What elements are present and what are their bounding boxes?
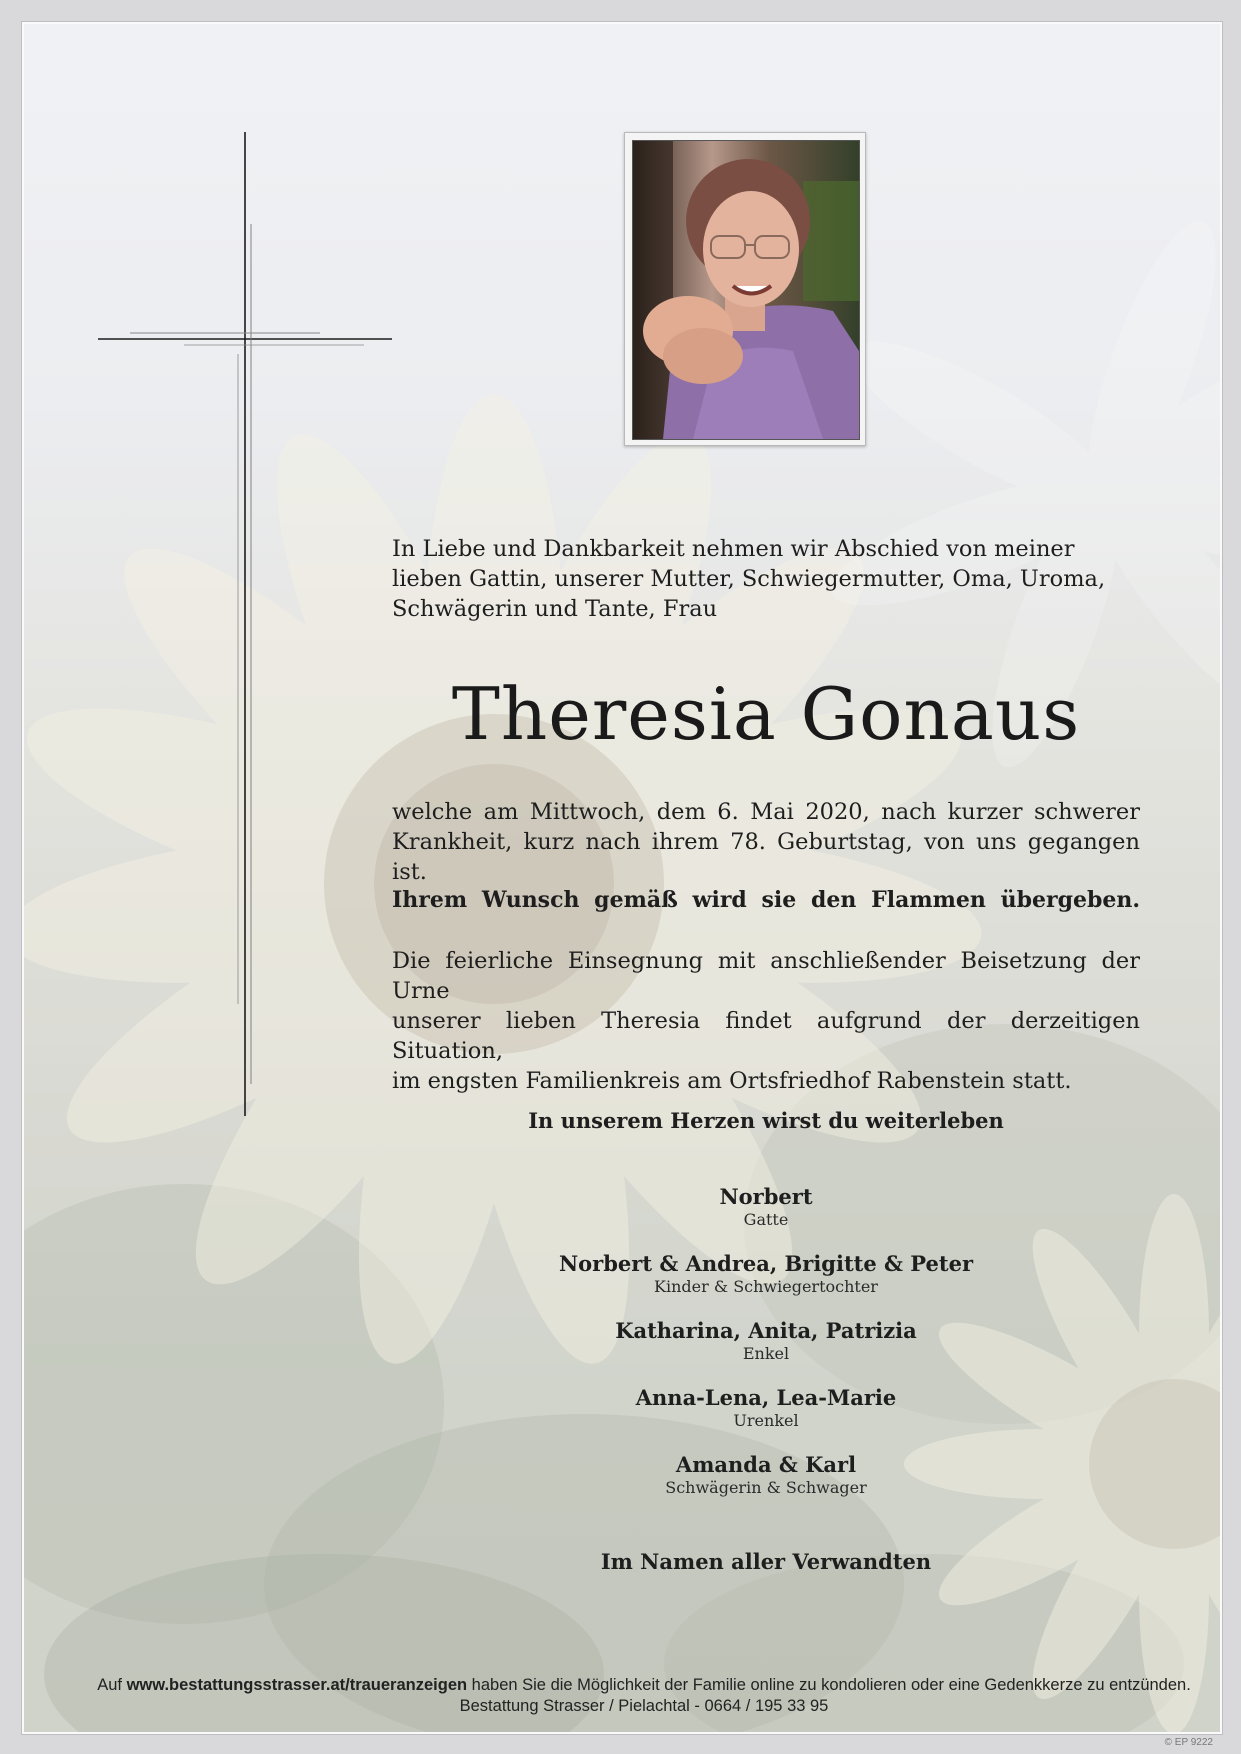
deceased-name: Theresia Gonaus: [451, 672, 1081, 756]
intro-text: In Liebe und Dankbarkeit nehmen wir Abschied von meiner lieben Gattin, unserer Mutter, Schwiegermutter, Oma, Uroma, Schwägerin und Tante, Frau: [392, 536, 1106, 622]
condolence-link[interactable]: www.bestattungsstrasser.at/traueranzeigen: [126, 1676, 468, 1694]
funeral-details-line: Die feierliche Einsegnung mit anschließender Beisetzung der Urne: [392, 948, 1140, 1004]
mourner-relation: Urenkel: [733, 1411, 799, 1430]
cremation-notice: Ihrem Wunsch gemäß wird sie den Flammen übergeben.: [392, 887, 1140, 913]
mourner-names: Norbert: [719, 1184, 813, 1209]
mourner-relation: Enkel: [742, 1344, 790, 1363]
mourner-relation: Kinder & Schwiegertochter: [654, 1277, 878, 1296]
mourner-group: [392, 1452, 1140, 1498]
cross-icon: [24, 24, 424, 1124]
funeral-details-line: im engsten Familienkreis am Ortsfriedhof Rabenstein statt.: [392, 1068, 1072, 1094]
condolence-footer: [64, 1676, 1222, 1695]
closing-signature: Im Namen aller Verwandten: [600, 1549, 932, 1574]
mourner-names: Katharina, Anita, Patrizia: [615, 1318, 917, 1343]
portrait-photo: [632, 140, 860, 440]
mourner-group: [392, 1318, 1140, 1364]
mourner-names: Amanda & Karl: [675, 1452, 857, 1477]
death-notice-paragraph: welche am Mittwoch, dem 6. Mai 2020, nach kurzer schwerer Krankheit, kurz nach ihrem 78. Geburtstag, von uns gegangen ist.: [392, 799, 1140, 885]
funeral-details-line: unserer lieben Theresia findet aufgrund der derzeitigen Situation,: [392, 1008, 1140, 1064]
print-code: © EP 9222: [1164, 1737, 1213, 1748]
obituary-card: [22, 22, 1222, 1734]
mourner-relation: Schwägerin & Schwager: [665, 1478, 867, 1497]
portrait-photo-frame: [624, 132, 866, 446]
funeral-home-contact: Bestattung Strasser / Pielachtal - 0664 / 195 33 95: [459, 1697, 829, 1715]
mourner-relation: Gatte: [743, 1210, 789, 1229]
mourner-names: Anna-Lena, Lea-Marie: [635, 1385, 897, 1410]
funeral-details-paragraph: [392, 946, 1140, 1096]
mourner-group: [392, 1184, 1140, 1230]
footer-prefix: Auf: [97, 1676, 122, 1694]
mourner-names: Norbert & Andrea, Brigitte & Peter: [558, 1251, 974, 1276]
footer-suffix: haben Sie die Möglichkeit der Familie online zu kondolieren oder eine Gedenkkerze zu entzünden.: [471, 1676, 1191, 1694]
mourner-group: [392, 1251, 1140, 1297]
memorial-motto: In unserem Herzen wirst du weiterleben: [528, 1108, 1004, 1133]
mourner-group: [392, 1385, 1140, 1431]
